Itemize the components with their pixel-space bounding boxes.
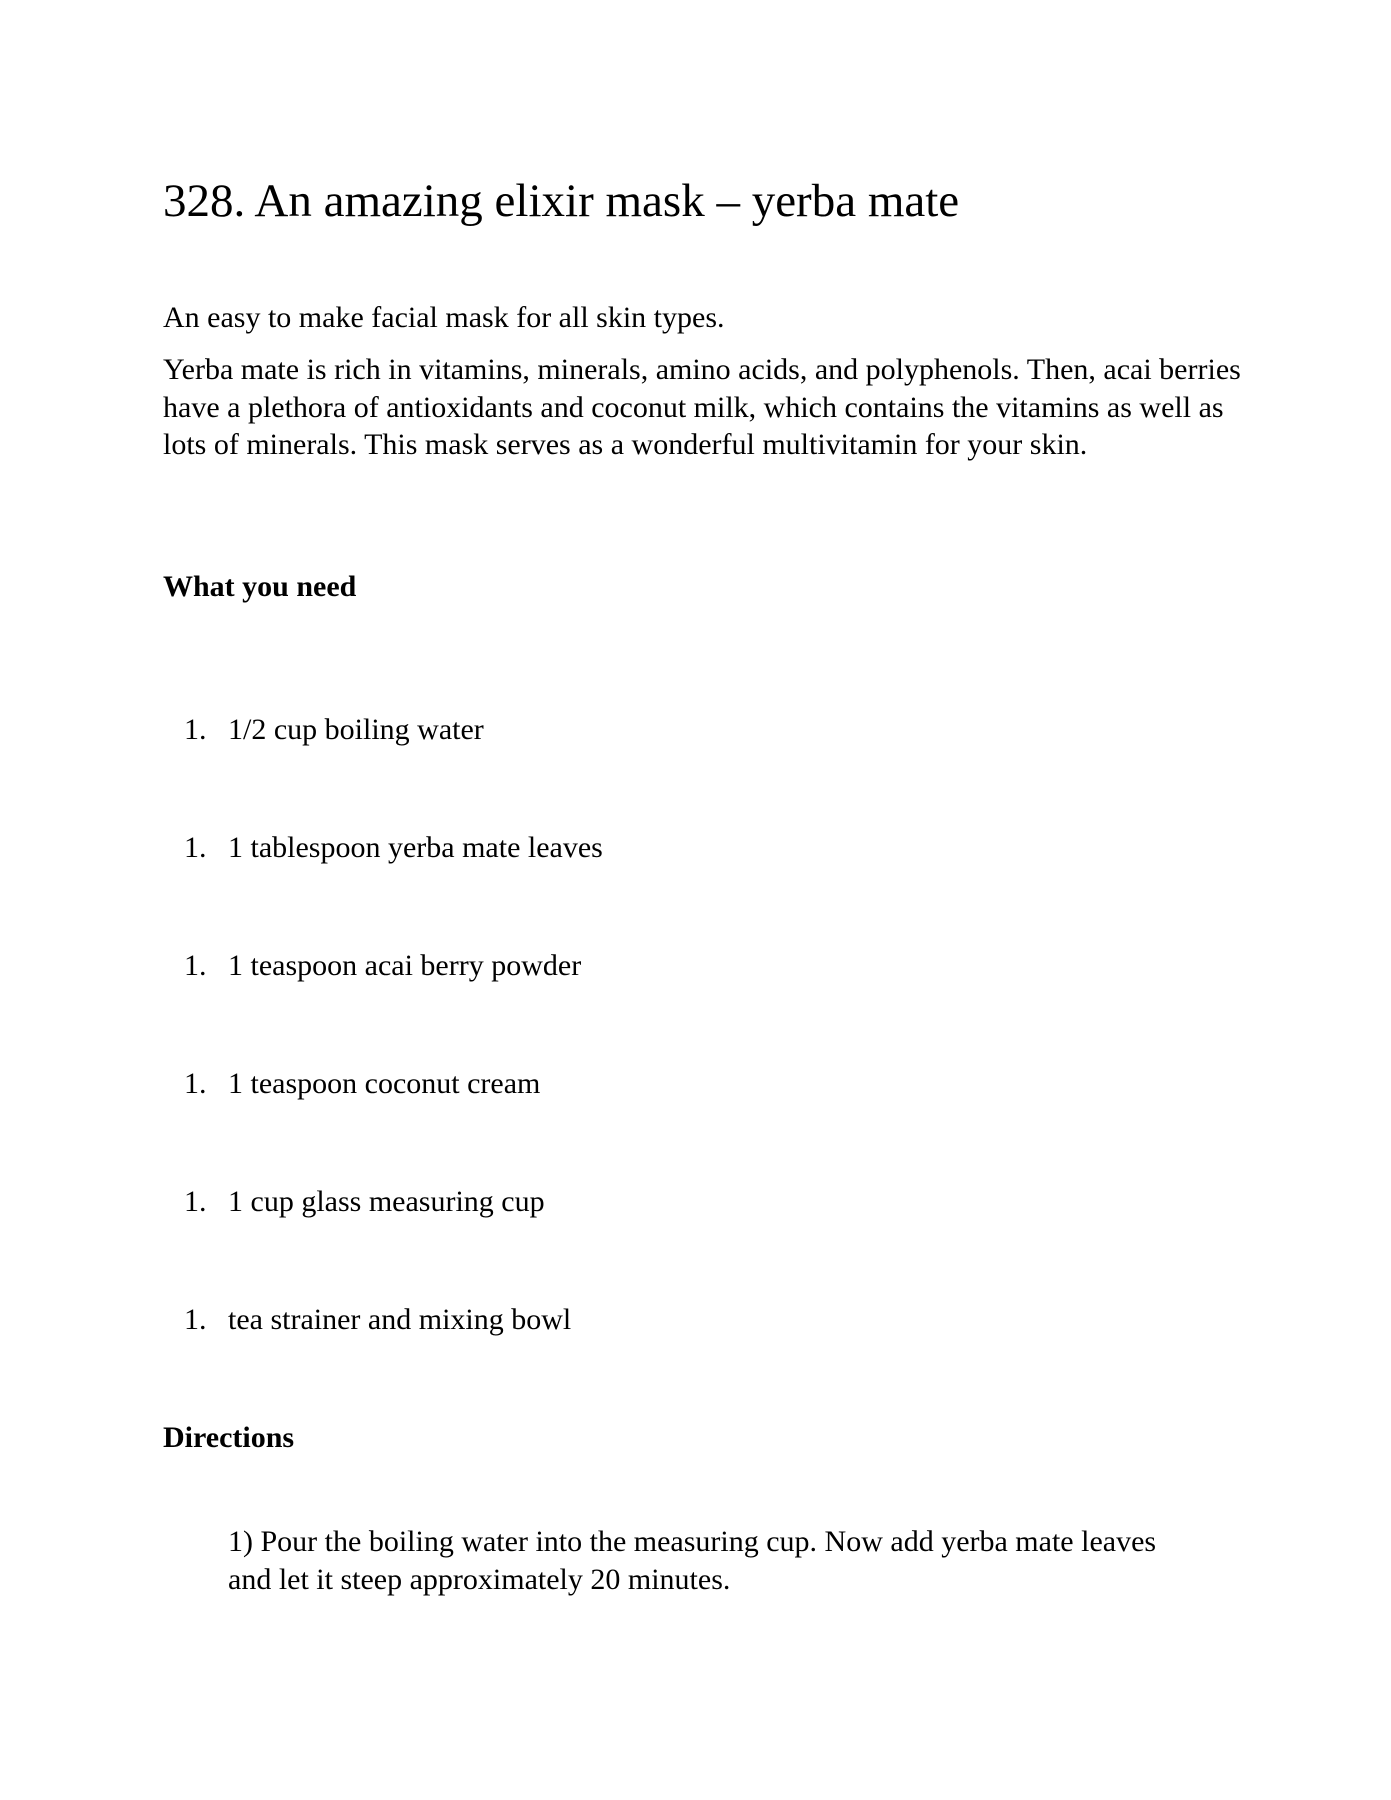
- list-item: [163, 1183, 545, 1220]
- list-item: [163, 1065, 540, 1102]
- list-item-text: 1/2 cup boiling water: [228, 713, 484, 746]
- list-item-number: 1.: [184, 949, 207, 982]
- list-item-number: 1.: [184, 831, 207, 864]
- list-item: [163, 1301, 571, 1338]
- list-item-number: 1.: [184, 1185, 207, 1218]
- list-item-number: 1.: [184, 713, 207, 746]
- list-item-number: 1.: [184, 1067, 207, 1100]
- intro-paragraph: An easy to make facial mask for all skin types.: [163, 301, 725, 334]
- page-title: 328. An amazing elixir mask – yerba mate: [163, 175, 960, 227]
- list-item: [163, 829, 603, 866]
- list-item-text: tea strainer and mixing bowl: [228, 1303, 572, 1336]
- description-paragraph: Yerba mate is rich in vitamins, minerals, amino acids, and polyphenols. Then, acai berries have a plethora of antioxidants and coconut milk, which contains the vitamins as well as lots of minerals. This mask serves as a wonderful multivitamin for your skin.: [163, 353, 1241, 461]
- list-item-text: 1 teaspoon coconut cream: [228, 1067, 541, 1100]
- list-item-text: 1 teaspoon acai berry powder: [228, 949, 582, 982]
- list-item-text: 1 cup glass measuring cup: [228, 1185, 545, 1218]
- list-item: [163, 947, 581, 984]
- list-item-number: 1.: [184, 1303, 207, 1336]
- what-you-need-heading: What you need: [163, 570, 357, 603]
- list-item-text: 1 tablespoon yerba mate leaves: [228, 831, 603, 864]
- directions-heading: Directions: [163, 1421, 295, 1454]
- direction-step: 1) Pour the boiling water into the measuring cup. Now add yerba mate leaves and let it steep approximately 20 minutes.: [228, 1525, 1157, 1596]
- list-item: [163, 711, 484, 748]
